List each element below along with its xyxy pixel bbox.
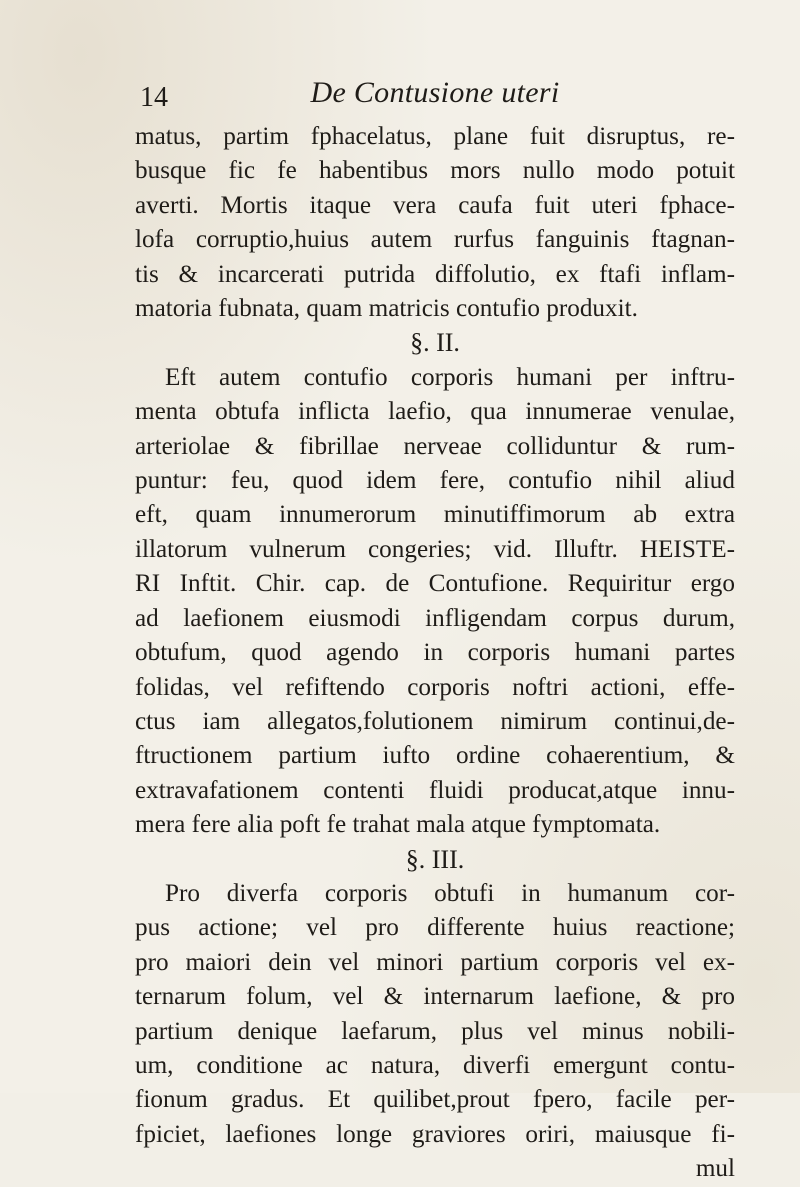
page-number: 14	[140, 82, 168, 113]
text-line: fionum gradus. Et quilibet,prout fpero, facile per-	[135, 1086, 735, 1114]
text-line: pus actione; vel pro differente huius reactione;	[135, 914, 735, 942]
text-line: mera fere alia poft fe trahat mala atque fymptomata.	[135, 811, 661, 839]
text-line: busque fic fe habentibus mors nullo modo potuit	[135, 157, 735, 185]
text-line: puntur: feu, quod idem fere, contufio nihil aliud	[135, 467, 735, 495]
text-line: averti. Mortis itaque vera caufa fuit uteri fphace-	[135, 191, 735, 219]
text-line: ctus iam allegatos,folutionem nimirum continui,de-	[135, 707, 735, 735]
text-line: ftructionem partium iufto ordine cohaerentium, &	[135, 742, 735, 770]
text-line: ad laefionem eiusmodi infligendam corpus durum,	[135, 604, 735, 632]
catchword: mul	[695, 1155, 735, 1183]
text-line: menta obtufa inflicta laefio, qua innumerae venulae,	[135, 398, 735, 426]
text-line: eft, quam innumerorum minutiffimorum ab extra	[135, 501, 735, 529]
text-line: arteriolae & fibrillae nerveae colliduntur & rum-	[135, 432, 735, 460]
running-title: De Contusione uteri	[310, 76, 560, 109]
text-line: lofa corruptio,huius autem rurfus fanguinis ftagnan-	[135, 226, 735, 254]
text-line: pro maiori dein vel minori partium corporis vel ex-	[135, 948, 735, 976]
text-line: partium denique laefarum, plus vel minus nobili-	[135, 1017, 735, 1045]
text-line: obtufum, quod agendo in corporis humani partes	[135, 639, 735, 667]
text-line: tis & incarcerati putrida diffolutio, ex ftafi inflam-	[135, 260, 735, 288]
text-line: ternarum folum, vel & internarum laefione, & pro	[135, 983, 735, 1011]
text-line: extravafationem contenti fluidi producat,atque innu-	[135, 776, 735, 804]
text-line: um, conditione ac natura, diverfi emergunt contu-	[135, 1051, 735, 1079]
text-line: fpiciet, laefiones longe graviores oriri, maiusque fi-	[135, 1120, 735, 1148]
text-line: Pro diverfa corporis obtufi in humanum cor-	[165, 879, 735, 907]
text-line: matus, partim fphacelatus, plane fuit disruptus, re-	[135, 123, 735, 150]
text-line: Eft autem contufio corporis humani per inftru-	[165, 363, 735, 391]
section-heading: §. II.	[410, 328, 460, 358]
page-header	[120, 72, 720, 112]
section-heading: §. III.	[405, 844, 465, 874]
text-line: RI Inftit. Chir. cap. de Contufione. Requiritur ergo	[135, 570, 735, 598]
body-text	[135, 120, 735, 1187]
text-line: folidas, vel refiftendo corporis noftri actioni, effe-	[135, 673, 735, 701]
text-line: matoria fubnata, quam matricis contufio produxit.	[135, 295, 638, 323]
text-line: illatorum vulnerum congeries; vid. Illuftr. HEISTE-	[135, 535, 735, 563]
